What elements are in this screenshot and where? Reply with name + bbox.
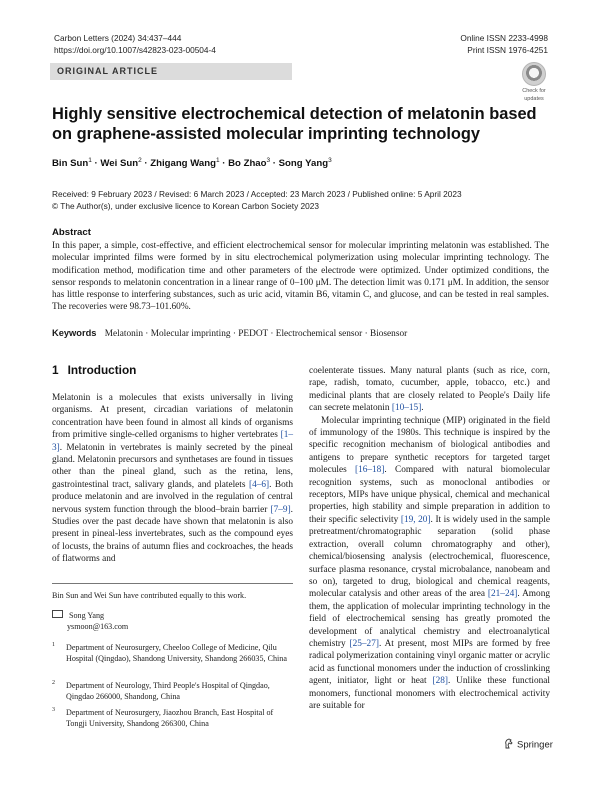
history-dates: Received: 9 February 2023 / Revised: 6 March 2023 / Accepted: 23 March 2023 / Published online: 5 April 2023 [52, 189, 462, 199]
citation-link[interactable]: [1–3] [52, 430, 293, 453]
author-name[interactable]: Wei Sun [100, 158, 139, 170]
corresponding-name: Song Yang [69, 611, 105, 620]
section-title: Introduction [67, 363, 137, 377]
article-type-banner: ORIGINAL ARTICLE [50, 63, 292, 80]
author-separator: · [91, 158, 101, 170]
body-text: . [421, 403, 424, 414]
body-text: . Both produce melatonin and are involved in the regulation of central nervous system function through the blood–brain barrier [52, 479, 293, 515]
article-title [52, 104, 552, 144]
keywords-line [52, 328, 407, 339]
affiliation-number: 1 [52, 642, 55, 648]
author-name[interactable]: Song Yang [278, 158, 329, 170]
affiliation-number: 3 [52, 707, 55, 713]
author-affiliation-mark: 1 [215, 157, 220, 164]
body-text: . Compared with natural biomolecular recognition systems, such as monoclonal antibodies or receptors, MIPs have unique physical, chemical and mechanical properties, high stability and simple preparation in addition to their specific selectivity [309, 465, 550, 525]
affiliation-1 [52, 642, 293, 664]
citation-link[interactable]: [16–18] [354, 465, 385, 476]
body-text: coelenterate tissues. Many natural plants (such as rice, corn, rape, radish, tomato, cucumber, apple, tobacco, etc.) and medicinal plants that are closely related to People's Daily life can secrete melatonin [309, 366, 550, 414]
citation-link[interactable]: [4–6] [248, 479, 270, 490]
author-name[interactable]: Bo Zhao [228, 158, 267, 170]
author-separator: · [219, 158, 229, 170]
citation-link[interactable]: [28] [432, 676, 448, 687]
body-text: . Among them, the application of molecular imprinting technology in the field of electrochemical sensing has greatly promoted the development of analytical chemistry and electroanalytical chemistry [309, 589, 550, 649]
affiliation-3 [52, 707, 293, 729]
author-affiliation-mark: 3 [266, 157, 271, 164]
citation-link[interactable]: [19, 20] [400, 514, 431, 525]
publisher-name: Springer [517, 739, 553, 751]
footnote-divider [52, 583, 293, 584]
check-for-updates-line1: Check for [522, 88, 546, 94]
citation-link[interactable]: [25–27] [349, 638, 379, 649]
citation-link[interactable]: [21–24] [487, 589, 518, 600]
intro-paragraph-2 [309, 415, 550, 713]
check-for-updates-badge[interactable] [517, 62, 551, 102]
copyright-line: © The Author(s), under exclusive licence to Korean Carbon Society 2023 [52, 200, 319, 211]
journal-citation: Carbon Letters (2024) 34:437–444 [54, 33, 182, 43]
author-separator: · [270, 158, 279, 170]
affiliation-2 [52, 680, 293, 702]
abstract-heading: Abstract [52, 227, 91, 238]
author-affiliation-mark: 2 [138, 157, 142, 164]
author-affiliation-mark: 3 [328, 157, 332, 164]
affiliation-text: Department of Neurosurgery, Cheeloo College of Medicine, Qilu Hospital (Qingdao), Shandong University, Shandong 266035, China [66, 643, 287, 663]
body-text: Melatonin is a molecules that exists universally in living organisms. At present, circadian variations of melatonin concentration have been found in almost all kinds of organisms from primitive single-celled organisms to higher vertebrates [52, 393, 293, 441]
issn-block [460, 32, 548, 56]
envelope-icon [52, 610, 63, 618]
affiliation-text: Department of Neurosurgery, Jiaozhou Branch, East Hospital of Tongji University, Shandong 266300, China [66, 708, 274, 728]
print-issn: Print ISSN 1976-4251 [467, 45, 548, 55]
author-name[interactable]: Zhigang Wang [150, 158, 216, 170]
author-affiliation-mark: 1 [88, 157, 92, 164]
check-for-updates-icon [522, 62, 546, 86]
check-for-updates-line2: updates [524, 96, 544, 102]
online-issn: Online ISSN 2233-4998 [460, 33, 548, 43]
keywords-label: Keywords [52, 328, 97, 338]
citation-link[interactable]: [10–15] [391, 403, 422, 414]
keywords-list: Melatonin · Molecular imprinting · PEDOT · Electrochemical sensor · Biosensor [104, 329, 408, 339]
springer-horse-icon [504, 738, 514, 752]
author-list [52, 157, 332, 169]
column-right [309, 365, 550, 712]
body-text: . It is widely used in the sample pretreatment/chromatographic separation (solid phase extraction, overall column chromatography and other), chemical/biosensing analysis (electrochemical, fluorescence, surface plasma resonance, crystal microbalance, nanobeam and so on), targeted to drug, biological and chemical reagents, molecular catalysis and other areas of the area [309, 514, 550, 600]
abstract-text: In this paper, a simple, cost-effective, and efficient electrochemical sensor for molecular imprinting melatonin was established. The molecular imprinted films were formed by in situ electrochemical polymerization using molecular imprinting technology. The modification method, modification time and other parameters of the electrode were optimized. Under optimized conditions, the sensor responds to melatonin concentration in a linear range of 0–100 μM. The detection limit was 0.171 μM. In addition, the sensor has little response to interfering substances, such as uric acid, vitamin B6, vitamin C, and glucose, and can be tested in real samples. The recoveries were 98.73–101.60%. [52, 241, 549, 313]
intro-paragraph-1-cont [309, 365, 550, 415]
intro-paragraph-1 [52, 392, 293, 566]
journal-header [54, 32, 216, 56]
section-number: 1 [52, 363, 59, 377]
corresponding-author [52, 610, 128, 632]
body-text: Molecular imprinting technique (MIP) originated in the field of immunology of the 1980s. This technique is inspired by the specific recognition mechanism of biological antibodies and antigens to prepare synthetic receptors for targeted target molecules [309, 415, 550, 476]
body-text: . Unlike these functional monomers, functional monomers with electrochemical activity are suitable for [309, 676, 550, 711]
citation-link[interactable]: [7–9] [270, 504, 291, 515]
column-left [52, 392, 293, 566]
author-name[interactable]: Bin Sun [52, 158, 89, 170]
author-separator: · [141, 158, 151, 170]
body-text: . Melatonin in vertebrates is mainly secreted by the pineal gland. Melatonin precursors and synthetases are found in tissues other than the pineal gland, such as the retina, lens, gastrointestinal tract, salivary glands, and platelets [52, 442, 293, 490]
publication-dates [52, 189, 462, 212]
contribution-note: Bin Sun and Wei Sun have contributed equally to this work. [52, 591, 247, 600]
title-line-1: Highly sensitive electrochemical detection of melatonin based [52, 105, 537, 123]
affiliation-number: 2 [52, 680, 55, 686]
doi-link[interactable]: https://doi.org/10.1007/s42823-023-00504-4 [54, 45, 216, 55]
publisher-logo [504, 738, 553, 752]
affiliation-text: Department of Neurology, Third People's Hospital of Qingdao, Qingdao 266000, Shandong, China [66, 681, 270, 701]
body-text: . At present, most MIPs are formed by free radical polymerization containing vinyl organic matter or acrylic acid as functional monomers under the induction of crosslinking agent, initiator, light or heat [309, 638, 550, 687]
title-line-2: on graphene-assisted molecular imprinting technology [52, 125, 481, 143]
body-text: . Studies over the past decade have shown that melatonin is also present in pineal-less invertebrates, such as the compound eyes of locusts, the brains of autumn flies and cockroaches, the heads of flatworms and [52, 504, 293, 565]
section-heading [52, 363, 136, 377]
corresponding-email[interactable]: ysmoon@163.com [67, 622, 129, 631]
